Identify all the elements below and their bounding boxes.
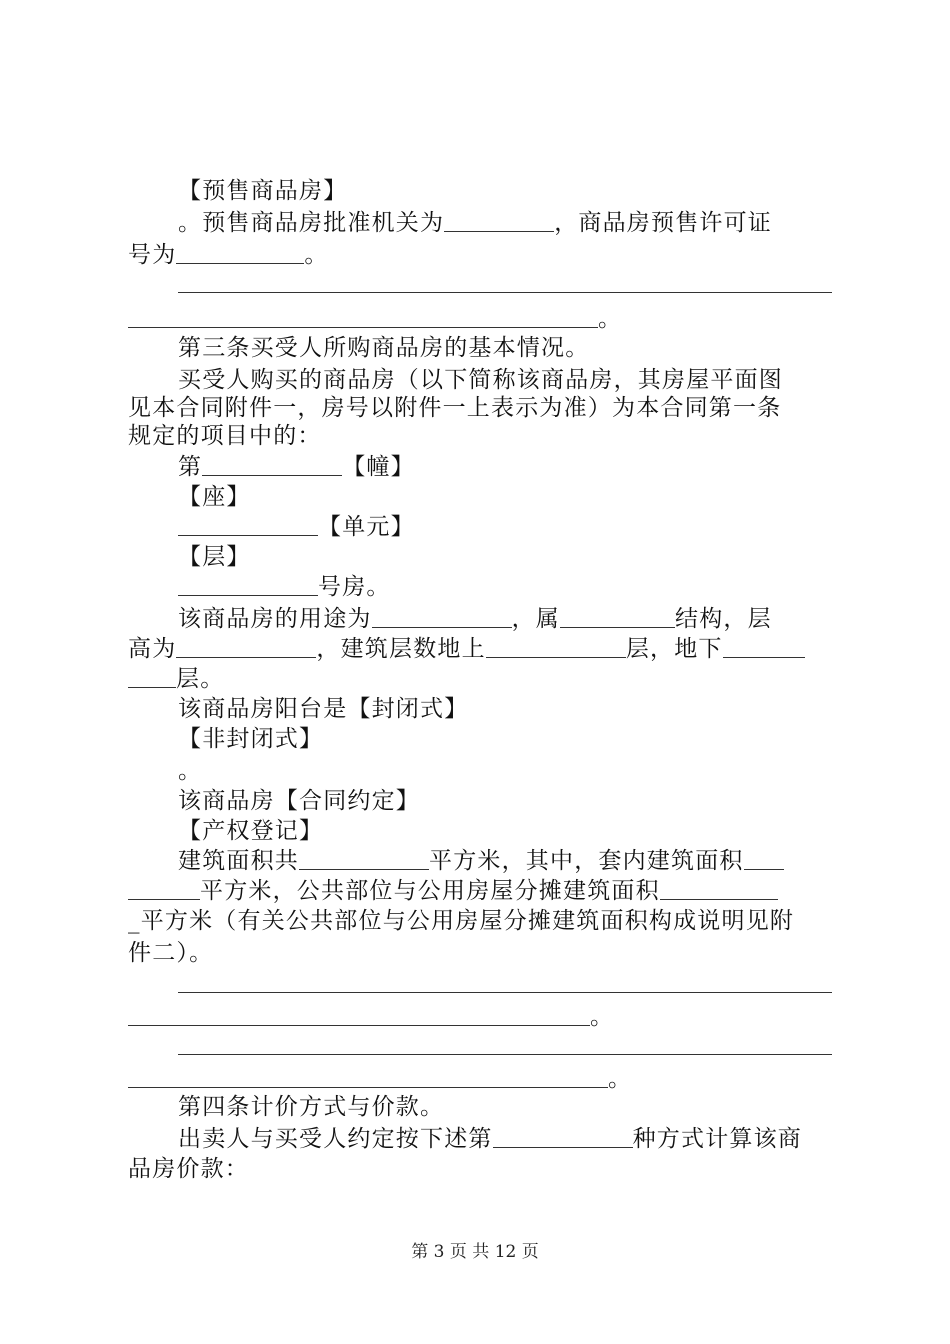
text: 第 <box>178 454 203 480</box>
area-line: 件二）。 <box>128 940 214 966</box>
text: 【幢】 <box>342 454 415 480</box>
presale-header: 【预售商品房】 <box>178 178 348 204</box>
blank-line-end <box>128 304 832 334</box>
blank-field[interactable] <box>176 635 316 658</box>
blank-field[interactable] <box>372 605 512 628</box>
text: ，商品房预售许可证 <box>554 210 773 236</box>
blank-field[interactable] <box>660 877 778 900</box>
article4-title: 第四条计价方式与价款。 <box>178 1094 445 1120</box>
house-contract-line: 该商品房【合同约定】 <box>178 788 420 814</box>
blank-line[interactable] <box>178 1034 832 1064</box>
text: 高为 <box>128 636 177 662</box>
house-registration-line: 【产权登记】 <box>178 818 324 844</box>
text: 【单元】 <box>318 514 415 540</box>
blank-field[interactable] <box>128 305 598 328</box>
article3-paragraph: 规定的项目中的： <box>128 423 322 449</box>
article4-paragraph: 品房价款： <box>128 1156 249 1182</box>
area-line: _平方米（有关公共部位与公用房屋分摊建筑面积构成说明见附 <box>128 908 795 934</box>
floors-end-line <box>128 664 832 694</box>
text: 。预售商品房批准机关为 <box>178 210 445 236</box>
text: ，建筑层数地上 <box>316 636 486 662</box>
presale-permit-line <box>128 240 832 270</box>
blank-field[interactable] <box>202 453 342 476</box>
blank-field[interactable] <box>723 635 805 658</box>
text: 。 <box>598 306 623 332</box>
blank-field[interactable] <box>744 847 784 870</box>
text: 平方米，其中，套内建筑面积 <box>429 848 744 874</box>
article3-title: 第三条买受人所购商品房的基本情况。 <box>178 335 590 361</box>
blank-rule <box>178 292 832 293</box>
text: 号为 <box>128 242 177 268</box>
text: 平方米，公共部位与公用房屋分摊建筑面积 <box>200 878 660 904</box>
blank-field[interactable] <box>486 635 626 658</box>
area-line <box>128 876 832 906</box>
article4-paragraph <box>178 1124 832 1154</box>
blank-field[interactable] <box>299 847 429 870</box>
blank-field[interactable] <box>176 241 304 264</box>
building-line <box>178 452 832 482</box>
text: 。 <box>590 1004 615 1030</box>
blank-field[interactable] <box>178 573 318 596</box>
usage-line <box>178 604 832 634</box>
floor-line: 【层】 <box>178 544 251 570</box>
text: 。 <box>304 242 329 268</box>
blank-field[interactable] <box>128 1065 608 1088</box>
text: 建筑面积共 <box>178 848 299 874</box>
blank-rule <box>178 992 832 993</box>
unit-line <box>178 512 832 542</box>
presale-approval-line <box>178 208 832 238</box>
text: 号房。 <box>318 574 391 600</box>
seat-line: 【座】 <box>178 484 251 510</box>
text: 层，地下 <box>625 636 723 662</box>
balcony-option: 【非封闭式】 <box>178 726 324 752</box>
blank-field[interactable] <box>128 665 176 688</box>
text: 该商品房的用途为 <box>178 606 372 632</box>
article3-paragraph: 买受人购买的商品房（以下简称该商品房，其房屋平面图 <box>178 367 783 393</box>
blank-field[interactable] <box>178 513 318 536</box>
article3-paragraph: 见本合同附件一，房号以附件一上表示为准）为本合同第一条 <box>128 395 782 421</box>
period-line: 。 <box>178 758 203 784</box>
blank-field[interactable] <box>493 1125 633 1148</box>
balcony-line: 该商品房阳台是【封闭式】 <box>178 696 469 722</box>
blank-field[interactable] <box>444 209 554 232</box>
height-line <box>128 634 832 664</box>
text: 出卖人与买受人约定按下述第 <box>178 1126 493 1152</box>
text: 结构，层 <box>675 606 772 632</box>
blank-field[interactable] <box>128 1003 590 1026</box>
area-line <box>178 846 832 876</box>
blank-line-end <box>128 1064 832 1094</box>
blank-field[interactable] <box>128 877 200 900</box>
blank-field[interactable] <box>560 605 675 628</box>
blank-line[interactable] <box>178 972 832 1002</box>
text: 。 <box>608 1066 633 1092</box>
room-line <box>178 572 832 602</box>
text: 层。 <box>176 666 225 692</box>
text: ，属 <box>511 606 561 632</box>
blank-rule <box>178 1054 832 1055</box>
page-footer: 第 3 页 共 12 页 <box>411 1242 539 1262</box>
blank-line[interactable] <box>178 272 832 302</box>
text: 种方式计算该商 <box>632 1126 803 1152</box>
blank-line-end <box>128 1002 832 1032</box>
